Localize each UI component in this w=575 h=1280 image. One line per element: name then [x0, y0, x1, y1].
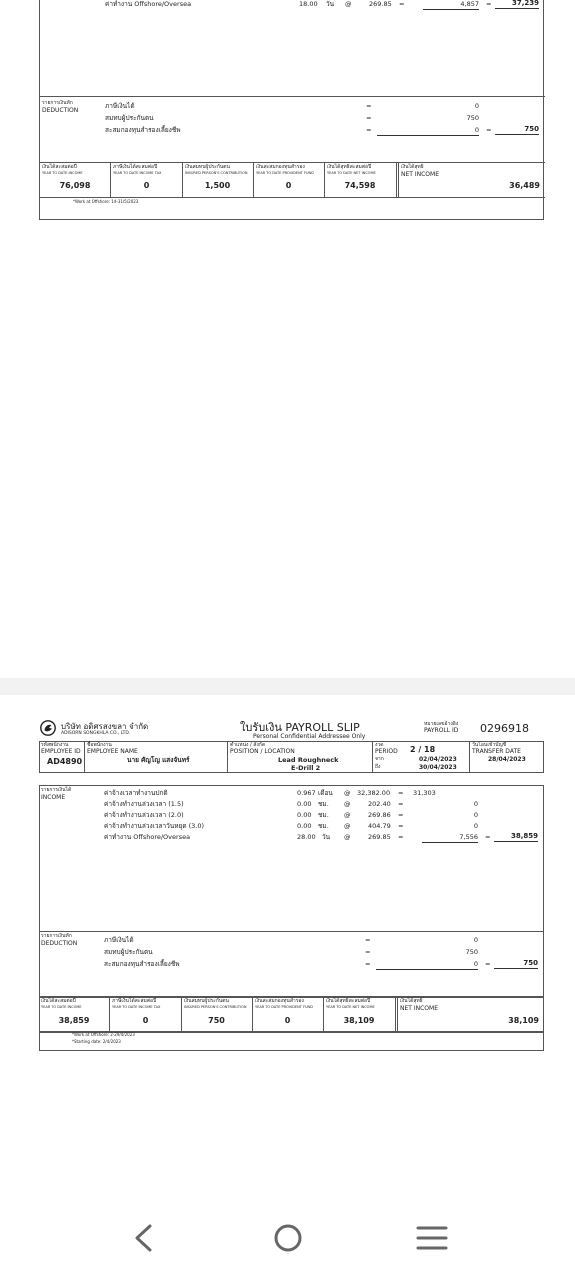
divider: [227, 741, 228, 773]
company-name-th: บริษัท อดิศรสงขลา จำกัด: [61, 722, 149, 731]
income-row-unit: ชม.: [318, 800, 329, 808]
summary-label-en: YEAR TO DATE INCOME: [41, 1005, 82, 1009]
divider: [323, 997, 324, 1032]
summary-label-th: เงินสะสมกองทุนสำรอง: [255, 998, 304, 1004]
employee-id-label-en: EMPLOYEE ID: [41, 748, 81, 755]
recent-apps-button[interactable]: [402, 1218, 462, 1258]
company-name-en: ADISORN SONGKHLA CO., LTD.: [61, 731, 131, 736]
divider: [372, 741, 373, 773]
deduction-row-label: สะสมกองทุนสำรองเลี้ยงชีพ: [104, 960, 180, 968]
deduction-total: 750: [494, 960, 538, 969]
income-row-unit: วัน: [326, 0, 335, 8]
net-income-value: 36,489: [509, 181, 540, 190]
position-label-th: ตำแหน่ง / สังกัด: [230, 742, 266, 748]
income-row-label: ค่าทำงาน Offshore/Oversea: [104, 833, 191, 841]
divider: [469, 741, 470, 773]
deduction-row-amount: 0: [376, 961, 478, 970]
divider: [110, 162, 111, 197]
summary-label-en: INSURED PERSON'S CONTRIBUTION: [185, 171, 248, 175]
divider: [40, 96, 545, 97]
transfer-date-label-th: วันโอนเข้าบัญชี: [472, 742, 507, 748]
summary-ytd-tax: 0: [142, 1016, 149, 1025]
summary-label-th: เงินได้สะสมต่อปี: [42, 164, 77, 170]
period-label-th: งวด: [375, 742, 384, 748]
income-row-eq: =: [398, 822, 404, 830]
payroll-id-label-th: หมายเลขอ้างอิง: [424, 721, 459, 727]
slip-title: ใบรับเงิน PAYROLL SLIP: [240, 721, 360, 734]
deduction-section-en: DEDUCTION: [42, 107, 79, 114]
payroll-id-value: 0296918: [480, 722, 529, 735]
summary-label-th: เงินสะสมกองทุนสำรอง: [256, 164, 305, 170]
summary-ytd-net-income: 38,109: [343, 1016, 375, 1025]
deduction-row-amount: 0: [473, 936, 478, 944]
deduction-row-eq: =: [366, 102, 372, 110]
income-total: 37,239: [495, 0, 539, 9]
divider: [40, 197, 545, 198]
income-section-en: INCOME: [41, 794, 66, 801]
period-to-date: 30/04/2023: [419, 764, 457, 771]
divider: [39, 931, 544, 932]
net-income-label-th: เงินได้สุทธิ: [401, 164, 424, 170]
summary-label-en: YEAR TO DATE PROVIDENT FUND: [255, 1005, 313, 1009]
deduction-row-amount: 0: [474, 102, 479, 110]
divider: [40, 162, 545, 163]
income-row-qty: 28.00: [297, 833, 316, 841]
income-row-eq: =: [398, 811, 404, 819]
income-row-rate: 202.40: [368, 800, 391, 808]
deduction-row-eq: =: [366, 114, 372, 122]
net-income-value: 38,109: [508, 1016, 539, 1025]
income-row-label: ค่าทำงาน Offshore/Oversea: [105, 0, 192, 8]
income-row-rate: 32,382.00: [357, 789, 391, 797]
income-row-rate: 269.85: [368, 833, 391, 841]
income-section-th: รายการเงินได้: [41, 787, 72, 793]
income-row-qty: 18.00: [299, 0, 318, 8]
transfer-date-label-en: TRANSFER DATE: [472, 748, 521, 755]
divider: [109, 997, 110, 1032]
divider: [396, 162, 397, 197]
summary-label-en: YEAR TO DATE PROVIDENT FUND: [256, 171, 314, 175]
income-row-amount: 4,857: [423, 1, 479, 10]
divider: [181, 997, 182, 1032]
summary-label-th: ภาษีเงินได้สะสมต่อปี: [113, 164, 158, 170]
summary-label-th: เงินสมทบผู้ประกันตน: [184, 998, 229, 1004]
income-row-amount: 0: [473, 822, 478, 830]
income-row-eq: =: [398, 833, 404, 841]
summary-label-th: ภาษีเงินได้สะสมต่อปี: [112, 998, 157, 1004]
position-value: Lead Roughneck: [278, 756, 339, 764]
divider: [182, 162, 183, 197]
deduction-section-en: DEDUCTION: [41, 940, 78, 947]
deduction-row-label: สะสมกองทุนสำรองเลี้ยงชีพ: [105, 126, 181, 134]
system-navigation-bar: [0, 1198, 575, 1280]
income-row-at: @: [344, 811, 351, 819]
page-separator: [0, 678, 575, 695]
income-row-label: ค่าจ้างทำงานล่วงเวลาวันหยุด (3.0): [104, 822, 205, 830]
deduction-row-amount: 750: [466, 114, 479, 122]
income-row-at: @: [345, 0, 352, 8]
slip-subtitle: Personal Confidential Addressee Only: [253, 733, 366, 740]
employee-name-label-en: EMPLOYEE NAME: [87, 748, 138, 755]
deduction-section-th: รายการเงินหัก: [41, 933, 72, 939]
circle-home-icon: [258, 1218, 318, 1258]
period-value: 2 / 18: [410, 745, 436, 754]
income-row-qty: 0.00: [297, 811, 312, 819]
divider: [543, 1030, 544, 1050]
deduction-row-eq: =: [365, 948, 371, 956]
divider: [397, 997, 398, 1032]
summary-social-security: 1,500: [204, 181, 231, 190]
income-row-amount: 0: [473, 811, 478, 819]
company-logo-icon: [40, 720, 56, 736]
employee-id-value: AD4890: [47, 757, 83, 766]
employee-id-label-th: รหัสพนักงาน: [41, 742, 69, 748]
income-row-unit: เดือน: [318, 789, 333, 797]
income-row-eq2: =: [485, 833, 491, 841]
divider: [395, 997, 396, 1032]
income-row-unit: ชม.: [318, 822, 329, 830]
deduction-row-eq2: =: [486, 126, 492, 134]
divider: [39, 1030, 40, 1050]
income-row-at: @: [344, 789, 351, 797]
income-row-at: @: [344, 833, 351, 841]
employee-name-label-th: ชื่อพนักงาน: [87, 742, 112, 748]
divider: [324, 162, 325, 197]
summary-social-security: 750: [208, 1016, 225, 1025]
income-row-label: ค่าจ้างเวลาทำงานปกติ: [104, 789, 168, 797]
summary-ytd-income: 76,098: [59, 181, 91, 190]
summary-label-en: YEAR TO DATE INCOME TAX: [112, 1005, 161, 1009]
deduction-row-amount: 0: [377, 127, 479, 136]
income-row-qty: 0.00: [297, 822, 312, 830]
income-row-eq: =: [399, 0, 405, 8]
deduction-row-label: สมทบผู้ประกันตน: [105, 114, 154, 122]
back-button[interactable]: [113, 1218, 173, 1258]
income-row-amount: 7,556: [422, 834, 478, 843]
period-label-en: PERIOD: [375, 748, 398, 755]
income-row-rate: 269.85: [369, 0, 392, 8]
summary-provident-fund: 0: [285, 181, 292, 190]
net-income-label-en: NET INCOME: [401, 171, 439, 178]
income-row-amount: 31,303: [413, 789, 436, 797]
income-row-label: ค่าจ้างทำงานล่วงเวลา (2.0): [104, 811, 184, 819]
note: *Work at Offshore: 2-29/4/2023: [72, 1032, 135, 1037]
employee-name-value: นาย ศัญโญ แสงจันทร์: [127, 756, 190, 764]
summary-label-en: YEAR TO DATE NET INCOME: [326, 1005, 375, 1009]
income-row-eq: =: [398, 800, 404, 808]
deduction-row-eq: =: [366, 126, 372, 134]
location-value: E-Drill 2: [291, 764, 321, 772]
deduction-row-eq: =: [365, 960, 371, 968]
payroll-id-label-en: PAYROLL ID: [424, 727, 459, 734]
income-row-eq2: =: [486, 0, 492, 8]
income-row-rate: 269.86: [368, 811, 391, 819]
divider: [39, 1050, 544, 1051]
income-row-unit: วัน: [322, 833, 331, 841]
income-row-at: @: [344, 822, 351, 830]
period-to-label: ถึง: [375, 764, 381, 770]
summary-label-th: เงินสมทบผู้ประกันตน: [185, 164, 230, 170]
divider: [253, 162, 254, 197]
payroll-slip-previous: [39, 0, 544, 220]
transfer-date-value: 28/04/2023: [488, 756, 526, 763]
summary-label-en: YEAR TO DATE INCOME TAX: [113, 171, 162, 175]
deduction-row-eq: =: [365, 936, 371, 944]
divider: [252, 997, 253, 1032]
summary-label-th: เงินได้สะสมต่อปี: [41, 998, 76, 1004]
income-row-label: ค่าจ้างทำงานล่วงเวลา (1.5): [104, 800, 184, 808]
income-row-at: @: [344, 800, 351, 808]
home-button[interactable]: [258, 1218, 318, 1258]
summary-ytd-tax: 0: [143, 181, 150, 190]
position-label-en: POSITION / LOCATION: [230, 748, 295, 755]
summary-label-th: เงินได้สุทธิสะสมต่อปี: [326, 998, 371, 1004]
summary-label-en: YEAR TO DATE NET INCOME: [327, 171, 376, 175]
income-total: 38,859: [494, 833, 538, 842]
deduction-row-label: ภาษีเงินได้: [105, 102, 135, 110]
chevron-left-icon: [113, 1218, 173, 1258]
deduction-row-label: สมทบผู้ประกันตน: [104, 948, 153, 956]
income-row-rate: 404.79: [368, 822, 391, 830]
summary-ytd-income: 38,859: [58, 1016, 90, 1025]
deduction-row-amount: 750: [465, 948, 478, 956]
note: *Starting date: 2/4/2023: [72, 1039, 121, 1044]
summary-ytd-net-income: 74,598: [344, 181, 376, 190]
payroll-slip-current: [39, 717, 544, 1030]
deduction-row-eq2: =: [485, 960, 491, 968]
summary-label-en: YEAR TO DATE INCOME: [42, 171, 83, 175]
income-row-unit: ชม.: [318, 811, 329, 819]
income-row-amount: 0: [473, 800, 478, 808]
summary-label-en: INSURED PERSON'S CONTRIBUTION: [184, 1005, 247, 1009]
summary-provident-fund: 0: [284, 1016, 291, 1025]
net-income-label-th: เงินได้สุทธิ: [400, 998, 423, 1004]
income-row-eq: =: [398, 789, 404, 797]
period-from-date: 02/04/2023: [419, 756, 457, 763]
income-row-qty: 0.00: [297, 800, 312, 808]
income-row-qty: 0.967: [297, 789, 316, 797]
net-income-label-en: NET INCOME: [400, 1005, 438, 1012]
hamburger-menu-icon: [402, 1218, 462, 1258]
summary-label-th: เงินได้สุทธิสะสมต่อปี: [327, 164, 372, 170]
period-from-label: จาก: [375, 756, 384, 762]
note: *Work at Offshore: 14-31/5/2023: [73, 199, 139, 204]
divider: [84, 741, 85, 773]
deduction-section-th: รายการเงินหัก: [42, 100, 73, 106]
divider: [398, 162, 399, 197]
deduction-row-label: ภาษีเงินได้: [104, 936, 134, 944]
deduction-total: 750: [495, 126, 539, 135]
